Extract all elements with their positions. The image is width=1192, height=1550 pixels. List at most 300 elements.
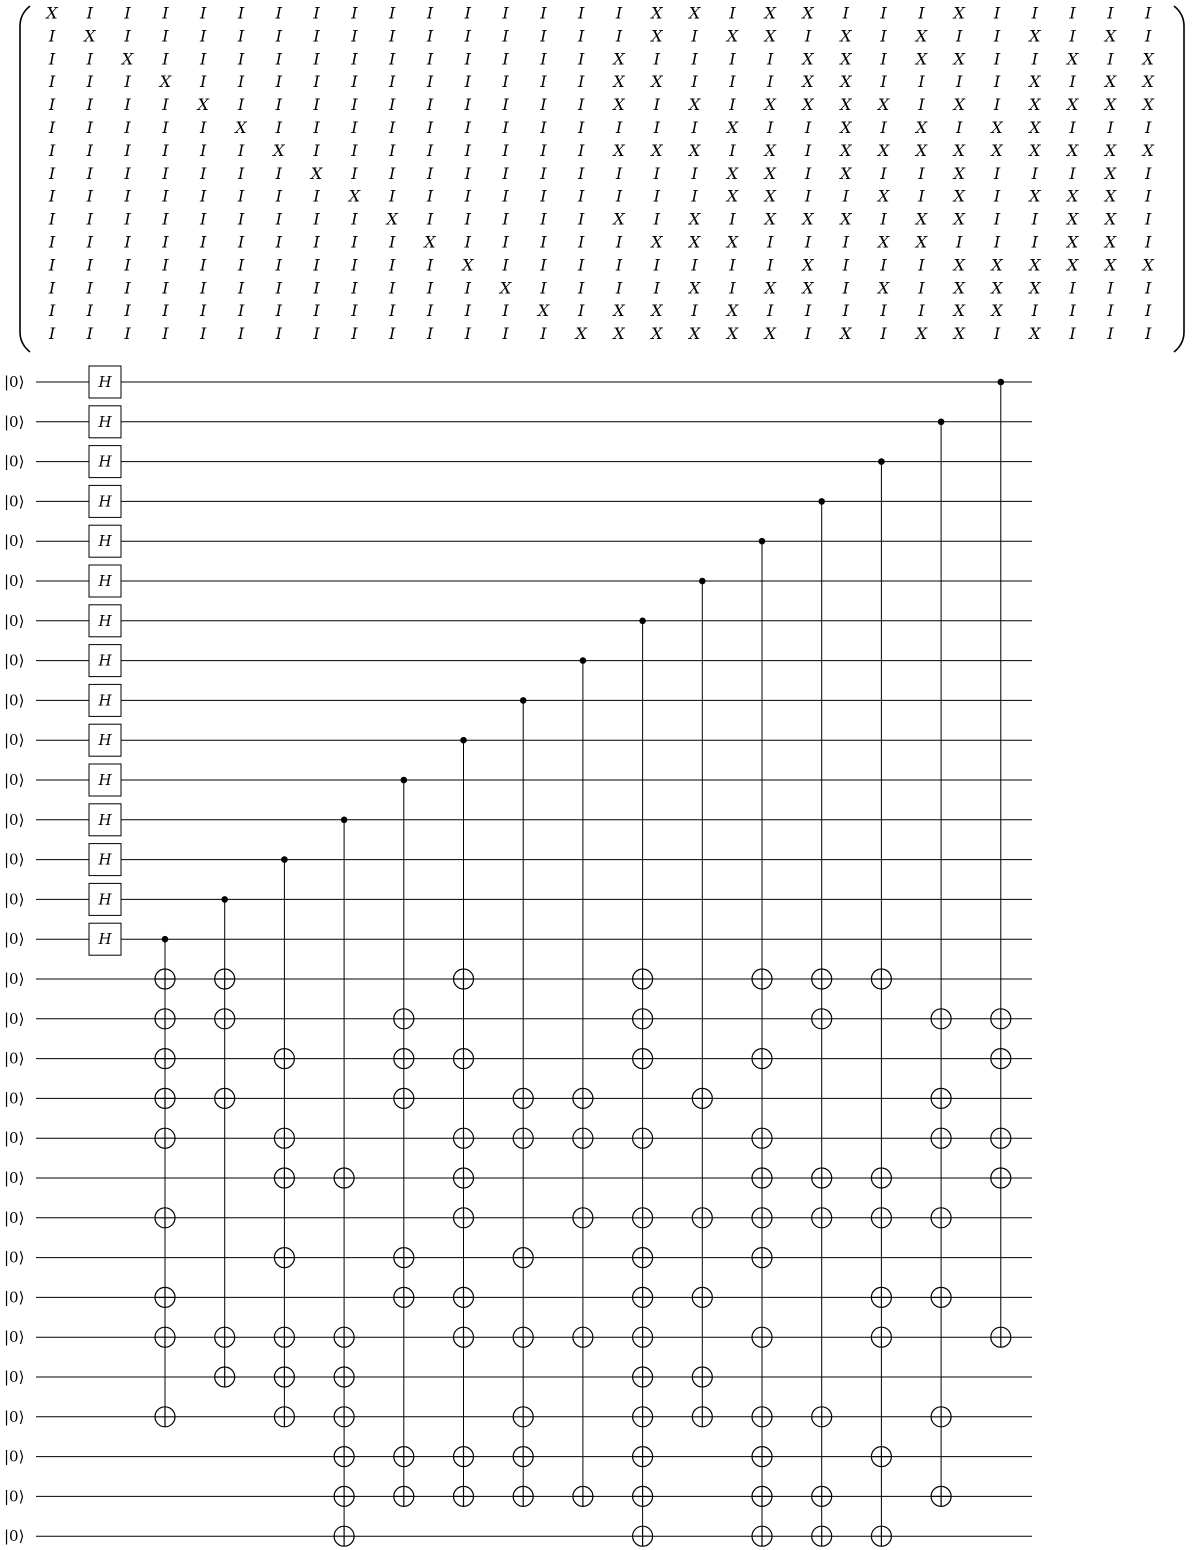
cnot-target bbox=[394, 1486, 414, 1506]
matrix-cell: I bbox=[351, 278, 358, 298]
control-dot bbox=[639, 618, 646, 625]
initial-state-label: |0⟩ bbox=[4, 412, 25, 431]
matrix-cell: I bbox=[578, 232, 585, 252]
matrix-cell: I bbox=[729, 3, 736, 23]
cnot-target bbox=[334, 1447, 354, 1467]
control-dot bbox=[938, 419, 945, 426]
matrix-cell: I bbox=[540, 209, 547, 229]
initial-state-label: |0⟩ bbox=[4, 731, 25, 750]
cnot-target bbox=[573, 1208, 593, 1228]
matrix-cell: X bbox=[877, 232, 890, 252]
matrix-cell: I bbox=[313, 3, 320, 23]
matrix-cell: I bbox=[464, 301, 471, 321]
initial-state-label: |0⟩ bbox=[4, 890, 25, 909]
matrix-cell: X bbox=[1029, 118, 1041, 137]
initial-state-label: |0⟩ bbox=[4, 1368, 25, 1386]
matrix-cell: I bbox=[275, 3, 282, 23]
matrix-cell: X bbox=[840, 209, 852, 229]
matrix-cell: I bbox=[351, 26, 358, 46]
control-dot bbox=[759, 538, 766, 545]
matrix-cell: I bbox=[464, 140, 471, 160]
matrix-cell: X bbox=[840, 95, 852, 115]
matrix-cell: I bbox=[426, 301, 434, 321]
matrix-cell: I bbox=[162, 255, 169, 275]
matrix-cell: I bbox=[1031, 3, 1038, 23]
cnot-target bbox=[274, 1128, 294, 1148]
matrix-cell: X bbox=[688, 324, 701, 344]
matrix-cell: I bbox=[48, 26, 56, 46]
matrix-cell: X bbox=[953, 186, 965, 206]
quantum-circuit bbox=[4, 366, 1032, 1546]
matrix-cell: X bbox=[764, 140, 776, 160]
matrix-cell: I bbox=[86, 72, 93, 92]
control-dot bbox=[401, 777, 408, 784]
matrix-cell: I bbox=[540, 163, 547, 183]
matrix-cell: I bbox=[124, 163, 131, 183]
matrix-cell: I bbox=[729, 278, 736, 298]
matrix-cell: I bbox=[237, 3, 245, 23]
cnot-target bbox=[513, 1486, 533, 1506]
matrix-cell: I bbox=[48, 278, 56, 298]
matrix-cell: X bbox=[1029, 140, 1041, 160]
cnot-target bbox=[692, 1407, 712, 1427]
matrix-cell: I bbox=[502, 324, 509, 344]
cnot-target bbox=[274, 1407, 294, 1427]
matrix-cell: X bbox=[726, 301, 739, 321]
cnot-target bbox=[931, 1088, 951, 1108]
cnot-target bbox=[155, 1327, 175, 1347]
matrix-cell: I bbox=[578, 278, 585, 298]
cnot-target bbox=[454, 1208, 474, 1228]
matrix-cell: X bbox=[1029, 95, 1041, 115]
matrix-cell: I bbox=[502, 163, 509, 183]
matrix-cell: X bbox=[915, 49, 928, 69]
matrix-cell: X bbox=[726, 163, 739, 183]
cnot-target bbox=[633, 1367, 653, 1387]
matrix-cell: I bbox=[880, 72, 887, 92]
matrix-cell: I bbox=[464, 278, 471, 298]
matrix-cell: X bbox=[1029, 26, 1041, 46]
matrix-cell: I bbox=[313, 26, 320, 46]
matrix-cell: X bbox=[726, 232, 739, 252]
cnot-target bbox=[155, 1088, 175, 1108]
hadamard-gate bbox=[89, 764, 121, 796]
cnot-target bbox=[454, 1486, 474, 1506]
hadamard-gate-label: H bbox=[98, 492, 112, 511]
matrix-cell: I bbox=[1031, 209, 1038, 229]
matrix-cell: I bbox=[653, 278, 660, 298]
matrix-cell: I bbox=[993, 72, 1001, 92]
matrix-cell: I bbox=[502, 3, 509, 23]
matrix-cell: I bbox=[578, 163, 585, 183]
matrix-cell: X bbox=[1029, 72, 1041, 92]
matrix-cell: X bbox=[1104, 95, 1117, 115]
qubit-wires bbox=[36, 382, 1032, 1536]
cnot-target bbox=[334, 1367, 354, 1387]
matrix-cell: I bbox=[389, 3, 396, 23]
cnot-target bbox=[513, 1248, 533, 1268]
matrix-cell: I bbox=[464, 324, 471, 344]
matrix-cell: I bbox=[124, 186, 131, 206]
cnot-target bbox=[752, 1208, 772, 1228]
matrix-cell: I bbox=[1069, 26, 1076, 46]
matrix-cell: X bbox=[802, 209, 814, 229]
matrix-cell: I bbox=[691, 49, 698, 69]
matrix-cell: I bbox=[842, 186, 849, 206]
matrix-cell: I bbox=[313, 278, 320, 298]
matrix-cell: I bbox=[918, 278, 925, 298]
matrix-cell: I bbox=[426, 140, 434, 160]
matrix-cell: X bbox=[1104, 72, 1117, 92]
matrix-cell: I bbox=[200, 3, 207, 23]
matrix-cell: X bbox=[1104, 140, 1117, 160]
cnot-target bbox=[513, 1128, 533, 1148]
cnot-target bbox=[931, 1287, 951, 1307]
matrix-cell: X bbox=[840, 72, 852, 92]
initial-state-label: |0⟩ bbox=[4, 1169, 25, 1187]
matrix-cell: I bbox=[351, 95, 358, 115]
matrix-cell: I bbox=[1107, 3, 1114, 23]
matrix-cell: X bbox=[1142, 49, 1154, 69]
hadamard-gate-label: H bbox=[98, 731, 112, 750]
matrix-cell: X bbox=[840, 140, 852, 160]
matrix-cell: I bbox=[880, 118, 887, 137]
matrix-cell: I bbox=[200, 324, 207, 344]
cnot-target bbox=[633, 1447, 653, 1467]
matrix-cell: I bbox=[691, 186, 698, 206]
cnot-connector-lines bbox=[165, 382, 1001, 1536]
initial-state-label: |0⟩ bbox=[4, 1487, 25, 1506]
matrix-cell: I bbox=[351, 140, 358, 160]
cnot-target bbox=[692, 1287, 712, 1307]
matrix-cell: I bbox=[200, 186, 207, 206]
matrix-cell: I bbox=[200, 26, 207, 46]
matrix-cell: I bbox=[993, 232, 1001, 252]
matrix-cell: I bbox=[804, 232, 812, 252]
matrix-cell: I bbox=[578, 26, 585, 46]
matrix-cell: I bbox=[615, 118, 623, 137]
matrix-cell: X bbox=[764, 3, 776, 23]
matrix-cell: I bbox=[237, 232, 245, 252]
matrix-cell: I bbox=[237, 95, 245, 115]
matrix-cell: I bbox=[804, 118, 812, 137]
matrix-cell: I bbox=[1031, 49, 1038, 69]
matrix-cell: I bbox=[162, 209, 169, 229]
matrix-cell: I bbox=[956, 72, 963, 92]
cnot-target bbox=[155, 1287, 175, 1307]
matrix-cell: I bbox=[48, 186, 56, 206]
matrix-cell: X bbox=[1066, 49, 1079, 69]
initial-state-label: |0⟩ bbox=[4, 1049, 25, 1068]
cnot-target bbox=[274, 1168, 294, 1188]
matrix-cell: I bbox=[578, 255, 585, 275]
matrix-cell: I bbox=[313, 209, 320, 229]
matrix-cell: I bbox=[804, 26, 812, 46]
matrix-cell: I bbox=[48, 140, 56, 160]
matrix-cell: I bbox=[237, 186, 245, 206]
matrix-cell: I bbox=[464, 72, 471, 92]
matrix-cell: X bbox=[726, 118, 739, 137]
matrix-cell: I bbox=[200, 72, 207, 92]
matrix-cell: X bbox=[1104, 26, 1117, 46]
matrix-cell: I bbox=[426, 95, 434, 115]
matrix-cell: I bbox=[767, 255, 774, 275]
cnot-target bbox=[752, 1486, 772, 1506]
hadamard-gate-label: H bbox=[98, 771, 112, 789]
matrix-cell: X bbox=[953, 209, 965, 229]
cnot-target bbox=[812, 1486, 832, 1506]
initial-state-label: |0⟩ bbox=[4, 771, 25, 789]
matrix-cell: I bbox=[578, 72, 585, 92]
matrix-cell: X bbox=[764, 278, 776, 298]
matrix-cell: X bbox=[802, 49, 814, 69]
matrix-cell: I bbox=[86, 163, 93, 183]
initial-state-label: |0⟩ bbox=[4, 1407, 25, 1426]
initial-state-label: |0⟩ bbox=[4, 1447, 25, 1466]
matrix-cell: I bbox=[313, 72, 320, 92]
matrix-cell: X bbox=[953, 301, 965, 321]
matrix-cell: X bbox=[613, 324, 625, 344]
matrix-cell: X bbox=[764, 186, 776, 206]
matrix-cell: X bbox=[1142, 95, 1154, 115]
matrix-cell: I bbox=[389, 95, 396, 115]
matrix-cell: X bbox=[651, 301, 663, 321]
control-dot bbox=[460, 737, 467, 744]
cnot-target bbox=[334, 1526, 354, 1546]
cnot-target bbox=[454, 1327, 474, 1347]
control-dot bbox=[162, 936, 169, 943]
cnot-target bbox=[633, 1128, 653, 1148]
matrix-cell: I bbox=[993, 186, 1001, 206]
cnot-target bbox=[155, 1009, 175, 1029]
cnot-target bbox=[692, 1088, 712, 1108]
matrix-cell: I bbox=[48, 72, 56, 92]
initial-state-label: |0⟩ bbox=[4, 1009, 25, 1028]
matrix-cell: X bbox=[915, 118, 928, 137]
matrix-cell: I bbox=[615, 163, 623, 183]
cnot-target bbox=[633, 1526, 653, 1546]
hadamard-gate-label: H bbox=[98, 572, 112, 590]
matrix-cell: I bbox=[502, 95, 509, 115]
matrix-cell: I bbox=[464, 232, 471, 252]
matrix-cell: I bbox=[200, 232, 207, 252]
initial-state-label: |0⟩ bbox=[4, 1328, 25, 1347]
cnot-target bbox=[454, 1128, 474, 1148]
matrix-cell: I bbox=[993, 26, 1001, 46]
matrix-cell: X bbox=[424, 232, 436, 252]
matrix-cell: I bbox=[842, 278, 849, 298]
matrix-cell: I bbox=[237, 301, 245, 321]
matrix-cell: I bbox=[351, 324, 358, 344]
matrix-cell: I bbox=[86, 301, 93, 321]
matrix-cell: I bbox=[767, 72, 774, 92]
matrix-cell: I bbox=[200, 301, 207, 321]
matrix-cell: X bbox=[802, 72, 814, 92]
matrix-cell: I bbox=[426, 26, 434, 46]
matrix-cell: I bbox=[351, 118, 358, 137]
cnot-target bbox=[454, 1049, 474, 1069]
matrix-cell: I bbox=[275, 26, 282, 46]
matrix-cell: X bbox=[1029, 255, 1041, 275]
matrix-cell: I bbox=[540, 72, 547, 92]
cnot-target bbox=[513, 1327, 533, 1347]
matrix-cell: I bbox=[729, 72, 736, 92]
matrix-cell: I bbox=[162, 163, 169, 183]
matrix-cell: X bbox=[953, 163, 965, 183]
cnot-target bbox=[513, 1447, 533, 1467]
cnot-target bbox=[931, 1208, 951, 1228]
matrix-cell: I bbox=[313, 49, 320, 69]
matrix-cell: X bbox=[953, 140, 965, 160]
matrix-cell: X bbox=[1104, 209, 1117, 229]
matrix-cell: I bbox=[615, 232, 623, 252]
matrix-cell: X bbox=[1104, 186, 1117, 206]
matrix-cell: I bbox=[275, 278, 282, 298]
matrix-cell: I bbox=[767, 49, 774, 69]
matrix-cell: I bbox=[880, 163, 887, 183]
matrix-cell: I bbox=[578, 301, 585, 321]
cnot-target bbox=[394, 1009, 414, 1029]
matrix-cell: X bbox=[613, 140, 625, 160]
initial-state-label: |0⟩ bbox=[4, 452, 25, 471]
matrix-cell: I bbox=[237, 255, 245, 275]
hadamard-gate bbox=[89, 366, 121, 398]
matrix-cell: I bbox=[804, 186, 812, 206]
cnot-target bbox=[633, 1208, 653, 1228]
matrix-cell: I bbox=[124, 324, 131, 344]
matrix-cell: X bbox=[575, 324, 587, 344]
matrix-cell: I bbox=[842, 255, 849, 275]
matrix-cell: X bbox=[726, 26, 739, 46]
matrix-cell: I bbox=[389, 301, 396, 321]
matrix-cell: I bbox=[956, 26, 963, 46]
matrix-cell: I bbox=[1069, 163, 1076, 183]
matrix-cell: I bbox=[540, 140, 547, 160]
matrix-cell: X bbox=[991, 301, 1003, 321]
matrix-cell: I bbox=[48, 232, 56, 252]
matrix-cell: I bbox=[426, 324, 434, 344]
matrix-right-parenthesis bbox=[1174, 6, 1184, 352]
matrix-cell: I bbox=[540, 95, 547, 115]
matrix-cell: I bbox=[918, 3, 925, 23]
hadamard-gate-label: H bbox=[98, 810, 112, 829]
matrix-cell: I bbox=[993, 95, 1001, 115]
cnot-target bbox=[812, 1208, 832, 1228]
matrix-cell: I bbox=[653, 95, 660, 115]
initial-state-label: |0⟩ bbox=[4, 1208, 25, 1227]
matrix-cell: X bbox=[915, 209, 928, 229]
initial-state-label: |0⟩ bbox=[4, 572, 25, 590]
matrix-cell: I bbox=[502, 186, 509, 206]
matrix-cell: I bbox=[426, 118, 434, 137]
matrix-cell: X bbox=[537, 301, 550, 321]
control-dot bbox=[878, 458, 885, 465]
matrix-cell: I bbox=[464, 209, 471, 229]
matrix-cell: I bbox=[729, 255, 736, 275]
matrix-cell: X bbox=[688, 278, 701, 298]
matrix-cell: X bbox=[1029, 324, 1041, 344]
matrix-cell: I bbox=[540, 3, 547, 23]
matrix-cell: X bbox=[688, 3, 701, 23]
matrix-cell: I bbox=[200, 140, 207, 160]
matrix-cell: I bbox=[426, 255, 434, 275]
matrix-cell: I bbox=[729, 49, 736, 69]
cnot-target bbox=[454, 1447, 474, 1467]
matrix-cell: I bbox=[804, 301, 812, 321]
cnot-target bbox=[752, 1526, 772, 1546]
matrix-cell: X bbox=[991, 140, 1003, 160]
matrix-cell: I bbox=[237, 26, 245, 46]
matrix-cell: I bbox=[502, 49, 509, 69]
matrix-cell: I bbox=[1145, 324, 1152, 344]
hadamard-gate bbox=[89, 883, 121, 915]
matrix-cell: I bbox=[1145, 301, 1152, 321]
initial-state-label: |0⟩ bbox=[4, 1129, 25, 1148]
hadamard-gate-label: H bbox=[98, 373, 112, 391]
matrix-cell: I bbox=[389, 255, 396, 275]
matrix-cell: I bbox=[351, 255, 358, 275]
matrix-cell: X bbox=[310, 163, 323, 183]
cnot-target bbox=[871, 1168, 891, 1188]
initial-state-label: |0⟩ bbox=[4, 850, 25, 869]
cnot-target bbox=[513, 1088, 533, 1108]
matrix-cell: X bbox=[915, 140, 928, 160]
matrix-cell: I bbox=[464, 49, 471, 69]
matrix-cell: I bbox=[615, 255, 623, 275]
matrix-cell: I bbox=[578, 140, 585, 160]
matrix-cell: X bbox=[877, 278, 890, 298]
matrix-cell: I bbox=[389, 232, 396, 252]
matrix-cell: I bbox=[275, 301, 282, 321]
matrix-cell: X bbox=[991, 118, 1003, 137]
matrix-cell: X bbox=[877, 95, 890, 115]
matrix-cell: I bbox=[351, 72, 358, 92]
cnot-target bbox=[334, 1168, 354, 1188]
matrix-cell: I bbox=[540, 186, 547, 206]
matrix-cell: X bbox=[840, 118, 852, 137]
initial-state-label: |0⟩ bbox=[4, 373, 25, 391]
cnot-target bbox=[752, 1248, 772, 1268]
matrix-cell: I bbox=[578, 3, 585, 23]
matrix-cell: I bbox=[200, 209, 207, 229]
matrix-cell: I bbox=[993, 324, 1001, 344]
hadamard-gate-label: H bbox=[98, 890, 112, 909]
cnot-target bbox=[155, 969, 175, 989]
cnot-target bbox=[871, 1287, 891, 1307]
cnot-target bbox=[633, 1486, 653, 1506]
matrix-cell: I bbox=[1031, 163, 1038, 183]
matrix-cell: X bbox=[613, 72, 625, 92]
matrix-cell: I bbox=[1107, 118, 1114, 137]
matrix-cell: X bbox=[688, 140, 701, 160]
matrix-cell: I bbox=[48, 163, 56, 183]
cnot-target bbox=[692, 1208, 712, 1228]
matrix-cell: X bbox=[802, 3, 814, 23]
matrix-cell: I bbox=[993, 163, 1001, 183]
hadamard-gate bbox=[89, 724, 121, 756]
matrix-cell: X bbox=[1104, 163, 1117, 183]
control-dot bbox=[341, 817, 348, 824]
cnot-target bbox=[573, 1486, 593, 1506]
cnot-target bbox=[215, 1009, 235, 1029]
matrix-cell: X bbox=[1029, 186, 1041, 206]
cnot-target bbox=[991, 1049, 1011, 1069]
matrix-cell: X bbox=[840, 26, 852, 46]
cnot-target bbox=[991, 1009, 1011, 1029]
matrix-cell: I bbox=[124, 140, 131, 160]
matrix-cell: I bbox=[162, 232, 169, 252]
cnot-target bbox=[752, 1128, 772, 1148]
